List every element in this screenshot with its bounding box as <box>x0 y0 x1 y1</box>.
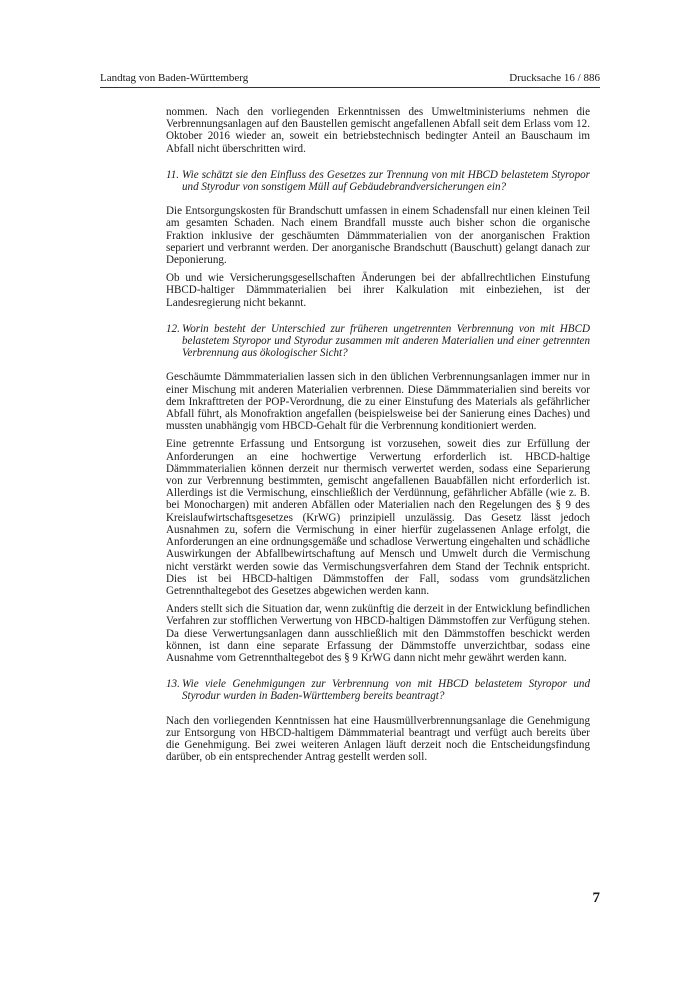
question-number: 13. <box>166 678 180 691</box>
answer-paragraph: Die Entsorgungskosten für Brandschutt umfassen in einem Schadensfall nur einen kleinen Teil am gesamten Schaden. Nach einem Brandfall musste auch bisher schon die organische Fraktion inklusive der geschäumten Dämmmaterialien von der anorganischen Fraktion separiert und verbrannt werden. Der anorganische Brandschutt (Bauschutt) gelangt danach zur Deponierung. <box>166 205 590 267</box>
answer-paragraph: Eine getrennte Erfassung und Entsorgung ist vorzusehen, soweit dies zur Erfüllung der Anforderungen an eine hochwertige Verwertung erforderlich ist. HBCD-haltige Dämmmaterialien können derzeit nur thermisch verwertet werden, sodass eine Separierung von zur Verbrennung bestimmten, gemischt angefallenen Bauabfällen nicht erforderlich ist. Allerdings ist die Vermischung, einschließlich der Verdünnung, gefährlicher Abfälle (wie z. B. bei Monochargen) mit anderen Abfällen oder Materialien nach den Regelungen des § 9 des Kreislaufwirtschaftsgesetzes (KrWG) prinzipiell unzulässig. Das Gesetz lässt jedoch Ausnahmen zu, sofern die Vermischung in einer hierfür zugelassenen Anlage erfolgt, die Anforderungen an eine ordnungsgemäße und schadlose Verwertung eingehalten und schädliche Auswirkungen der Abfallbewirtschaftung auf Mensch und Umwelt durch die Vermischung nicht verstärkt werden sowie das Vermischungsverfahren dem Stand der Technik entspricht. Dies ist bei HBCD-haltigen Dämmstoffen der Fall, sodass vom grundsätzlichen Getrennthaltegebot des Gesetzes abgewichen werden kann. <box>166 438 590 597</box>
answer-paragraph: Anders stellt sich die Situation dar, wenn zukünftig die derzeit in der Entwicklung befindlichen Verfahren zur stofflichen Verwertung von HBCD-haltigen Dämmstoffen zur Verfügung stehen. Da diese Verwertungsanlagen dann ausschließlich mit den Dämmstoffen beschickt werden können, ist dann eine separate Erfassung der Dämmstoffe unverzichtbar, sodass eine Ausnahme vom Getrennthaltegebot des § 9 KrWG dann nicht mehr gewährt werden kann. <box>166 603 590 664</box>
answer-paragraph: Nach den vorliegenden Kenntnissen hat eine Hausmüllverbrennungsanlage die Genehmigung zur Entsorgung von HBCD-haltigem Dämmmaterial beantragt und verfügt auch bereits über die Genehmigung. Bei zwei weiteren Anlagen läuft derzeit noch die Entscheidungsfindung darüber, ob ein entsprechender Antrag gestellt werden soll. <box>166 714 590 764</box>
question-13 <box>166 678 590 702</box>
answer-paragraph: Geschäumte Dämmmaterialien lassen sich in den üblichen Verbrennungsanlagen immer nur in einer Mischung mit anderen Materialien verbrennen. Diese Dämmmaterialien sind bereits vor dem Inkrafttreten der POP-Verordnung, die zu einer Einstufung des Materials als gefährlicher Abfall führt, als Monofraktion angefallen (beispielsweise bei der Sanierung eines Daches) und mussten unabhängig vom HBCD-Gehalt für die Verbrennung konditioniert werden. <box>166 371 590 433</box>
answer-paragraph: Ob und wie Versicherungsgesellschaften Änderungen bei der abfallrechtlichen Einstufung HBCD-haltiger Dämmmaterialien bei ihrer Kalkulation mit einbeziehen, ist der Landesregierung nicht bekannt. <box>166 272 590 309</box>
page-header <box>100 72 600 88</box>
header-parliament: Landtag von Baden-Württemberg <box>100 72 249 84</box>
question-11 <box>166 169 590 193</box>
question-text: Wie schätzt sie den Einfluss des Gesetzes zur Trennung von mit HBCD belastetem Styropor und Styrodur von sonstigem Müll auf Gebäudebrandversicherungen ein? <box>182 168 590 194</box>
intro-paragraph: nommen. Nach den vorliegenden Erkenntnissen des Umweltministeriums nehmen die Verbrennungsanlagen auf den Baustellen gemischt angefallenen Abfall seit dem Erlass vom 12. Oktober 2016 wieder an, soweit ein betriebstechnisch bedingter Anteil an Bauschaum im Abfall nicht überschritten wird. <box>166 106 590 155</box>
page-number: 7 <box>592 890 600 906</box>
header-document-number: Drucksache 16 / 886 <box>509 72 600 84</box>
question-number: 11. <box>166 168 180 181</box>
question-text: Worin besteht der Unterschied zur früheren ungetrennten Verbrennung von mit HBCD belastetem Styropor und Styrodur zusammen mit anderen Materialien und einer getrennten Verbrennung aus ökologischer Sicht? <box>182 322 590 360</box>
question-text: Wie viele Genehmigungen zur Verbrennung von mit HBCD belastetem Styropor und Styrodur wurden in Baden-Württemberg bereits beantragt? <box>182 678 590 703</box>
question-number: 12. <box>166 322 180 335</box>
document-body <box>166 106 590 769</box>
question-12 <box>166 323 590 360</box>
